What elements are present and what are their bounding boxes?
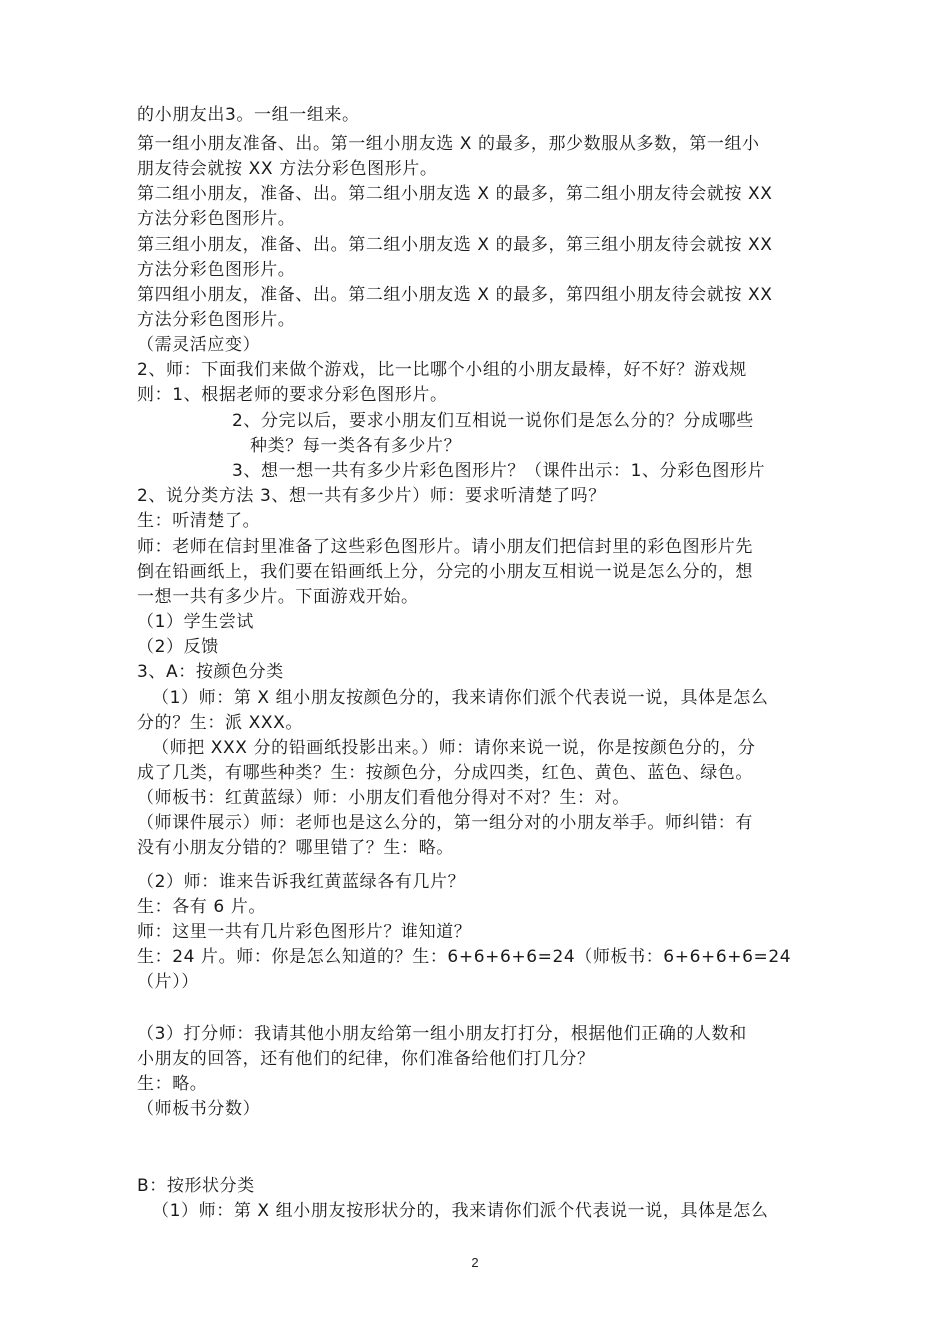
text-line: 2、师：下面我们来做个游戏，比一比哪个小组的小朋友最棒，好不好？游戏规 [137,360,747,380]
text-line: 生：听清楚了。 [137,511,261,531]
text-line: （师课件展示）师：老师也是这么分的，第一组分对的小朋友举手。师纠错：有 [137,813,753,833]
text-line: 成了几类，有哪些种类？生：按颜色分，分成四类，红色、黄色、蓝色、绿色。 [137,763,753,783]
text-line: 生：24 片。师：你是怎么知道的？生：6+6+6+6=24（师板书：6+6+6+6=24 [137,947,792,967]
text-line: B：按形状分类 [137,1176,255,1196]
text-line: 第一组小朋友准备、出。第一组小朋友选 X 的最多，那少数服从多数，第一组小 [137,134,760,154]
text-line: 倒在铅画纸上，我们要在铅画纸上分，分完的小朋友互相说一说是怎么分的，想 [137,562,753,582]
text-line: 3、想一想一共有多少片彩色图形片？（课件出示：1、分彩色图形片 [232,461,766,481]
text-line: 一想一共有多少片。下面游戏开始。 [137,587,419,607]
text-line: 则：1、根据老师的要求分彩色图形片。 [137,385,448,405]
text-line: 生：略。 [137,1074,208,1094]
text-line: 师：这里一共有几片彩色图形片？谁知道？ [137,922,472,942]
text-line: （3）打分师：我请其他小朋友给第一组小朋友打打分，根据他们正确的人数和 [137,1024,747,1044]
text-line: 2、分完以后，要求小朋友们互相说一说你们是怎么分的？分成哪些 [232,411,754,431]
text-line: （师板书：红黄蓝绿）师：小朋友们看他分得对不对？生：对。 [137,788,630,808]
text-line: 的小朋友出3。一组一组来。 [137,105,360,125]
text-line: （师把 XXX 分的铅画纸投影出来。）师：请你来说一说，你是按颜色分的，分 [152,738,756,758]
text-line: 师：老师在信封里准备了这些彩色图形片。请小朋友们把信封里的彩色图形片先 [137,537,753,557]
text-line: 3、A：按颜色分类 [137,662,284,682]
text-line: 生：各有 6 片。 [137,897,267,917]
page-number: 2 [471,1255,479,1270]
text-line: （师板书分数） [137,1099,261,1119]
text-line: （1）学生尝试 [137,612,255,632]
text-line: （片）） [137,972,199,992]
text-line: 2、说分类方法 3、想一共有多少片）师：要求听清楚了吗？ [137,486,606,506]
text-line: 第二组小朋友，准备、出。第二组小朋友选 X 的最多，第二组小朋友待会就按 XX [137,184,773,204]
text-line: （2）反馈 [137,637,219,657]
text-line: 朋友待会就按 XX 方法分彩色图形片。 [137,159,438,179]
text-line: 小朋友的回答，还有他们的纪律，你们准备给他们打几分？ [137,1049,595,1069]
text-line: 种类？每一类各有多少片？ [250,436,462,456]
text-line: 第三组小朋友，准备、出。第二组小朋友选 X 的最多，第三组小朋友待会就按 XX [137,235,773,255]
text-line: 方法分彩色图形片。 [137,260,296,280]
text-line: 分的？生：派 XXX。 [137,713,303,733]
text-line: 没有小朋友分错的？哪里错了？生：略。 [137,838,454,858]
text-line: （2）师：谁来告诉我红黄蓝绿各有几片？ [137,872,466,892]
text-line: 方法分彩色图形片。 [137,209,296,229]
text-line: （1）师：第 X 组小朋友按形状分的，我来请你们派个代表说一说，具体是怎么 [152,1201,769,1221]
text-line: （1）师：第 X 组小朋友按颜色分的，我来请你们派个代表说一说，具体是怎么 [152,688,769,708]
text-line: 方法分彩色图形片。 [137,310,296,330]
text-line: 第四组小朋友，准备、出。第二组小朋友选 X 的最多，第四组小朋友待会就按 XX [137,285,773,305]
text-line: （需灵活应变） [137,335,261,355]
